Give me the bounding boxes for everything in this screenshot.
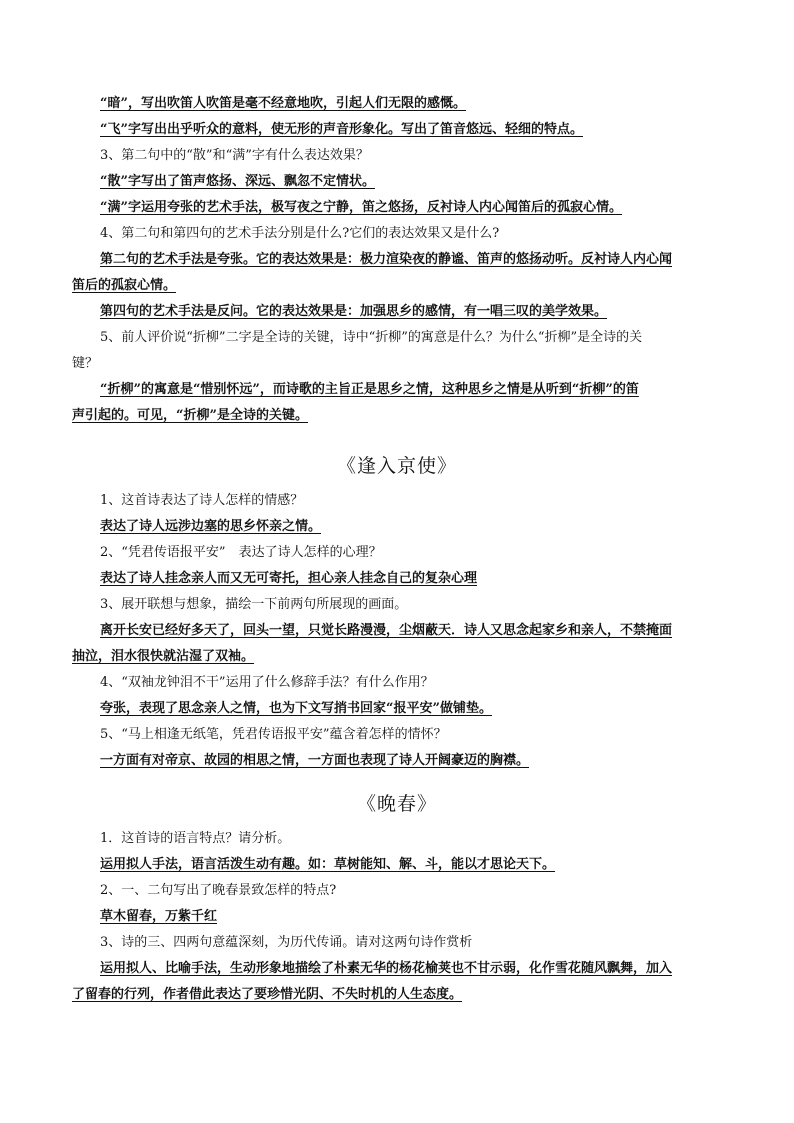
section-wanchun xyxy=(72,826,724,1008)
question-line: 5、前人评价说“折柳”二字是全诗的关键，诗中“折柳”的寓意是什么？为什么“折柳”是全诗的关 xyxy=(100,330,643,345)
question-line: 4、“双袖龙钟泪不干”运用了什么修辞手法？有什么作用？ xyxy=(100,675,434,690)
answer-line: 离开长安已经好多天了，回头一望，只觉长路漫漫，尘烟蔽天．诗人又思念起家乡和亲人，不禁掩面 xyxy=(100,623,673,638)
answer-line: “暗”，写出吹笛人吹笛是毫不经意地吹，引起人们无限的感慨。 xyxy=(100,96,466,111)
question-line: 4、第二句和第四句的艺术手法分别是什么?它们的表达效果又是什么? xyxy=(100,226,500,241)
answer-line: 表达了诗人远涉边塞的思乡怀亲之情。 xyxy=(100,519,322,534)
answer-line: 草木留春，万紫千红 xyxy=(100,909,218,924)
question-line: 1、这首诗表达了诗人怎样的情感？ xyxy=(100,493,304,508)
answer-line: 运用拟人、比喻手法，生动形象地描绘了朴素无华的杨花榆荚也不甘示弱，化作雪花随风飘舞，加入 xyxy=(100,961,673,976)
answer-line: 夸张，表现了思念亲人之情，也为下文写捎书回家“报平安”做铺垫。 xyxy=(100,701,492,716)
question-line: 3、诗的三、四两句意蕴深刻，为历代传诵。请对这两句诗作赏析 xyxy=(100,935,473,950)
answer-line: 笛后的孤寂心情。 xyxy=(72,278,177,293)
answer-line: 第四句的艺术手法是反问。它的表达效果是：加强思乡的感情，有一唱三叹的美学效果。 xyxy=(100,304,608,319)
answer-line: “飞”字写出出乎听众的意料，使无形的声音形象化。写出了笛音悠远、轻细的特点。 xyxy=(100,122,583,137)
section-liangzhou-answers xyxy=(72,91,724,429)
question-line: 2、“凭君传语报平安” 表达了诗人怎样的心理？ xyxy=(100,545,382,560)
answer-line: “散”字写出了笛声悠扬、深远、飘忽不定情状。 xyxy=(100,174,375,189)
question-line: 5、“马上相逢无纸笔，凭君传语报平安”蕴含着怎样的情怀？ xyxy=(100,727,447,742)
answer-line: “折柳”的寓意是“惜别怀远”，而诗歌的主旨正是思乡之情，这种思乡之情是从听到“折柳”的笛 xyxy=(100,382,639,397)
question-line: 3、第二句中的“散”和“满”字有什么表达效果？ xyxy=(100,148,369,163)
question-line: 3、展开联想与想象，描绘一下前两句所展现的画面。 xyxy=(100,597,408,612)
section-title-wanchun: 《晚春》 xyxy=(356,793,437,815)
section-title-fengrujingshi: 《逢入京使》 xyxy=(336,455,457,477)
question-line: 2、一、二句写出了晚春景致怎样的特点? xyxy=(100,883,337,898)
section-fengrujingshi xyxy=(72,488,724,774)
answer-line: 了留春的行列，作者借此表达了要珍惜光阴、不失时机的人生态度。 xyxy=(72,987,463,1002)
answer-line: 运用拟人手法，语言活泼生动有趣。如：草树能知、解、斗，能以才思论天下。 xyxy=(100,857,556,872)
answer-line: 表达了诗人挂念亲人而又无可寄托，担心亲人挂念自己的复杂心理 xyxy=(100,571,478,586)
answer-line: 第二句的艺术手法是夸张。它的表达效果是：极力渲染夜的静谧、笛声的悠扬动听。反衬诗人内心闻 xyxy=(100,252,673,267)
answer-line: “满”字运用夸张的艺术手法，极写夜之宁静，笛之悠扬，反衬诗人内心闻笛后的孤寂心情。 xyxy=(100,200,622,215)
question-line: 1．这首诗的语言特点？请分析。 xyxy=(100,831,291,846)
answer-line: 声引起的。可见，“折柳”是全诗的关键。 xyxy=(72,408,308,423)
question-line: 键？ xyxy=(72,356,99,371)
answer-line: 一方面有对帝京、故园的相思之情，一方面也表现了诗人开阔豪迈的胸襟。 xyxy=(100,753,530,768)
answer-line: 抽泣，泪水很快就沾湿了双袖。 xyxy=(72,649,255,664)
